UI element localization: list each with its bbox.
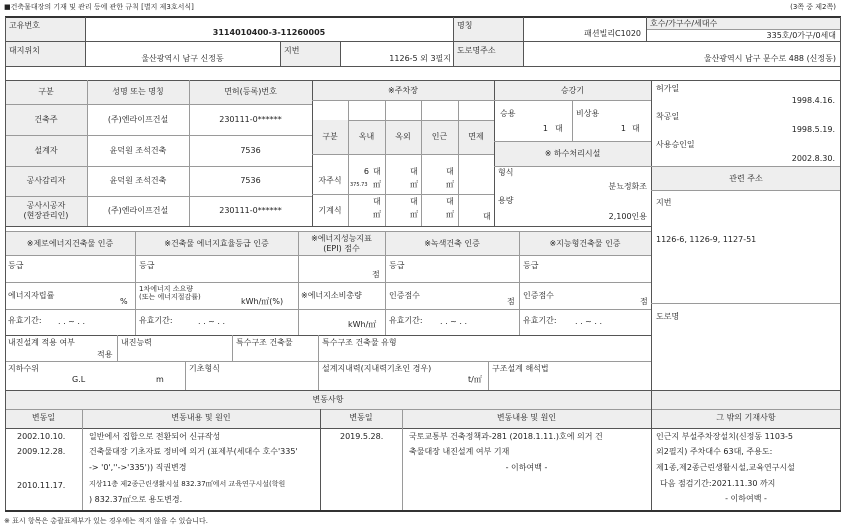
score-unit: 점	[640, 297, 648, 306]
location-label: 대지위치	[9, 46, 40, 55]
name-label: 명칭	[457, 21, 473, 30]
elevator-title: 승강기	[560, 86, 585, 95]
sewage-capacity-label: 용량	[498, 196, 514, 205]
parking-unit: ㎡	[410, 180, 418, 189]
parking-mech-label: 기계식	[318, 206, 342, 215]
elevator-passenger-value: 1	[542, 124, 548, 133]
name-value: 패션빌리C1020	[584, 29, 641, 38]
change-line: 축물대장 내진설계 여부 기재	[409, 447, 510, 456]
self-reliance-label: 에너지자립률	[8, 291, 55, 300]
elevator-unit: 대	[555, 124, 563, 133]
parking-unit: ㎡	[373, 210, 381, 219]
structure-analysis-label: 구조설계 해석법	[492, 364, 549, 373]
special-structure-label: 특수구조 건축물	[236, 338, 293, 347]
groundwater-label: 지하수위	[8, 364, 39, 373]
bearing-capacity-unit: t/㎡	[468, 375, 482, 384]
elevator-unit: 대	[632, 124, 640, 133]
other-notes-header: 그 밖의 기재사항	[716, 413, 776, 422]
validity-label: 유효기간:	[139, 316, 173, 325]
groundwater-unit: m	[156, 375, 164, 384]
units-value: 335호/0가구/0세대	[766, 31, 836, 40]
start-date-value: 1998.5.19.	[791, 125, 835, 134]
change-line: 국토교통부 건축정책과-281 (2018.1.11.)호에 의거 건	[409, 432, 603, 441]
primary-energy-label: 1차에너지 소요량 (또는 에너지절감률)	[139, 285, 201, 302]
approval-date-value: 2002.8.30.	[791, 154, 835, 163]
grade-label: 등급	[523, 261, 539, 270]
parking-unit: 대	[446, 167, 454, 176]
foundation-label: 기초형식	[189, 364, 220, 373]
start-date-label: 착공일	[656, 112, 680, 121]
other-note-line: 제1종,제2종근린생활시설,교육연구시설	[656, 463, 795, 472]
gl-label: G.L	[72, 375, 86, 384]
validity-label: 유효기간:	[389, 316, 423, 325]
footnote: ※ 표시 항목은 총괄표제부가 있는 경우에는 적지 않을 수 있습니다.	[4, 517, 208, 525]
related-address-title: 관련 주소	[729, 174, 763, 183]
sewage-capacity-value: 2,100인용	[608, 212, 647, 221]
unique-number-label: 고유번호	[9, 21, 40, 30]
parking-unit: ㎡	[446, 180, 454, 189]
other-note-blank-marker: - 이하여백 -	[725, 494, 767, 503]
elevator-emergency-label: 비상용	[576, 109, 600, 118]
change-date: 2019.5.28.	[340, 432, 384, 441]
change-date-header: 변동일	[349, 413, 373, 422]
people-row-role: 건축주	[34, 115, 58, 124]
people-row-role: 공사시공자 (현장관리인)	[23, 201, 69, 220]
parking-self-label: 자주식	[318, 176, 342, 185]
energy-consumption-label: ※에너지소비총량	[301, 291, 362, 300]
percent-unit: %	[120, 297, 128, 306]
parking-self-indoor-area: 375.73	[350, 182, 368, 188]
change-line: ) 832.37㎡으로 용도변경.	[89, 495, 183, 504]
elevator-emergency-value: 1	[620, 124, 626, 133]
parking-exempt-unit: 대	[483, 212, 491, 221]
people-row-license: 7536	[240, 146, 261, 155]
related-road-label: 도로명	[656, 312, 680, 321]
related-lot-label: 지번	[656, 198, 672, 207]
grade-label: 등급	[139, 261, 155, 270]
grade-label: 등급	[8, 261, 24, 270]
change-content-header: 변동내용 및 원인	[496, 413, 557, 422]
other-note-line: 인근지 부설주차장설치(신정동 1103-5	[656, 432, 794, 441]
change-line: 지상11층 제2종근린생활시설 832.37㎡에서 교육연구시설(학원	[89, 480, 286, 488]
changes-title: 변동사항	[312, 395, 344, 404]
road-address-value: 울산광역시 남구 문수로 488 (신정동)	[703, 54, 836, 63]
parking-unit: 대	[446, 197, 454, 206]
lot-value: 1126-5 외 3필지	[389, 54, 451, 63]
road-address-label: 도로명주소	[457, 46, 496, 55]
page-indicator: (3쪽 중 제2쪽)	[790, 3, 836, 11]
cert-score-label: 인증점수	[523, 291, 554, 300]
other-note-line: 다음 점검기간:2021.11.30 까지	[660, 479, 776, 488]
sewage-title: ※ 하수처리시설	[544, 149, 601, 158]
approval-date-label: 사용승인일	[656, 140, 695, 149]
related-lot-value: 1126-6, 1126-9, 1127-51	[656, 235, 757, 244]
seismic-capacity-label: 내진능력	[121, 338, 152, 347]
parking-unit: 대	[373, 167, 381, 176]
parking-header-outdoor: 옥외	[395, 132, 411, 141]
parking-unit: ㎡	[446, 210, 454, 219]
score-unit: 점	[507, 297, 515, 306]
change-date: 2010.11.17.	[17, 481, 66, 490]
validity-label: 유효기간:	[8, 316, 42, 325]
people-header-role: 구분	[38, 87, 54, 96]
change-content-header: 변동내용 및 원인	[171, 413, 231, 422]
parking-header-indoor: 옥내	[358, 132, 375, 141]
validity-blank: . . ~ . .	[58, 317, 86, 326]
elevator-passenger-label: 승용	[500, 109, 516, 118]
special-structure-type-label: 특수구조 건축물 유형	[322, 338, 397, 347]
validity-blank: . . ~ . .	[440, 317, 468, 326]
parking-header-type: 구분	[322, 132, 338, 141]
sewage-type-value: 분뇨정화조	[608, 182, 647, 191]
parking-unit: ㎡	[410, 210, 418, 219]
people-row-role: 설계자	[34, 146, 58, 155]
people-row-name: (주)엔라이프건설	[107, 115, 169, 124]
parking-unit: 대	[373, 197, 381, 206]
change-date: 2009.12.28.	[17, 447, 66, 456]
people-header-name: 성명 또는 명칭	[112, 87, 164, 96]
epi-unit: 점	[372, 270, 380, 279]
change-line-blank-marker: - 이하여백 -	[505, 463, 548, 472]
units-label: 호수/가구수/세대수	[650, 19, 718, 28]
validity-blank: . . ~ . .	[198, 317, 226, 326]
parking-header-exempt: 면제	[468, 132, 484, 141]
green-building-cert: ※녹색건축 인증	[424, 239, 480, 248]
parking-header-nearby: 인근	[431, 132, 448, 141]
zero-energy-cert: ※제로에너지건축물 인증	[26, 239, 114, 248]
seismic-applied-value: 적용	[97, 350, 113, 359]
sewage-type-label: 형식	[498, 168, 514, 177]
smart-building-cert: ※지능형건축물 인증	[549, 239, 621, 248]
form-title: ■건축물대장의 기재 및 관리 등에 관한 규칙 [별지 제3호서식]	[4, 3, 194, 11]
primary-energy-unit: kWh/㎡(%)	[241, 297, 284, 306]
validity-blank: . . ~ . .	[575, 317, 603, 326]
unique-number-value: 3114010400-3-11260005	[212, 28, 326, 37]
lot-label: 지번	[284, 46, 300, 55]
permit-date-value: 1998.4.16.	[791, 96, 835, 105]
bearing-capacity-label: 설계지내력(지내력기초인 경우)	[322, 364, 432, 373]
cert-score-label: 인증점수	[389, 291, 420, 300]
seismic-applied-label: 내진설계 적용 여부	[8, 338, 75, 347]
people-row-license: 230111-0******	[219, 115, 282, 124]
people-row-license: 230111-0******	[219, 206, 282, 215]
people-header-license: 면허(등록)번호	[224, 87, 277, 96]
people-row-license: 7536	[240, 176, 261, 185]
parking-title: ※주차장	[388, 86, 418, 95]
change-date: 2002.10.10.	[17, 432, 66, 441]
parking-self-indoor-count: 6	[363, 167, 369, 176]
change-line: -> '0',''->'335')) 직권변경	[89, 463, 187, 472]
validity-label: 유효기간:	[523, 316, 557, 325]
energy-efficiency-cert: ※건축물 에너지효율등급 인증	[164, 239, 269, 248]
people-row-name: 윤덕원 조석건축	[109, 176, 167, 185]
change-date-header: 변동일	[31, 413, 56, 422]
parking-unit: ㎡	[373, 180, 381, 189]
consumption-unit: kWh/㎡	[348, 320, 377, 329]
change-line: 건축물대장 기초자료 정비에 의거 (표제부(세대수 호수'335'	[89, 447, 298, 456]
people-row-name: 윤덕원 조석건축	[109, 146, 167, 155]
parking-unit: 대	[410, 167, 418, 176]
grade-label: 등급	[389, 261, 405, 270]
people-row-name: (주)엔라이프건설	[107, 206, 169, 215]
people-row-role: 공사감리자	[26, 176, 66, 185]
permit-date-label: 허가일	[656, 84, 680, 93]
location-value: 울산광역시 남구 신정동	[141, 54, 224, 63]
other-note-line: 외2필지) 주차대수 63대, 주용도:	[656, 447, 773, 456]
parking-unit: 대	[410, 197, 418, 206]
change-line: 일반에서 집합으로 전환되어 신규작성	[89, 432, 221, 441]
epi-score: ※에너지성능지표 (EPI) 점수	[311, 234, 372, 253]
